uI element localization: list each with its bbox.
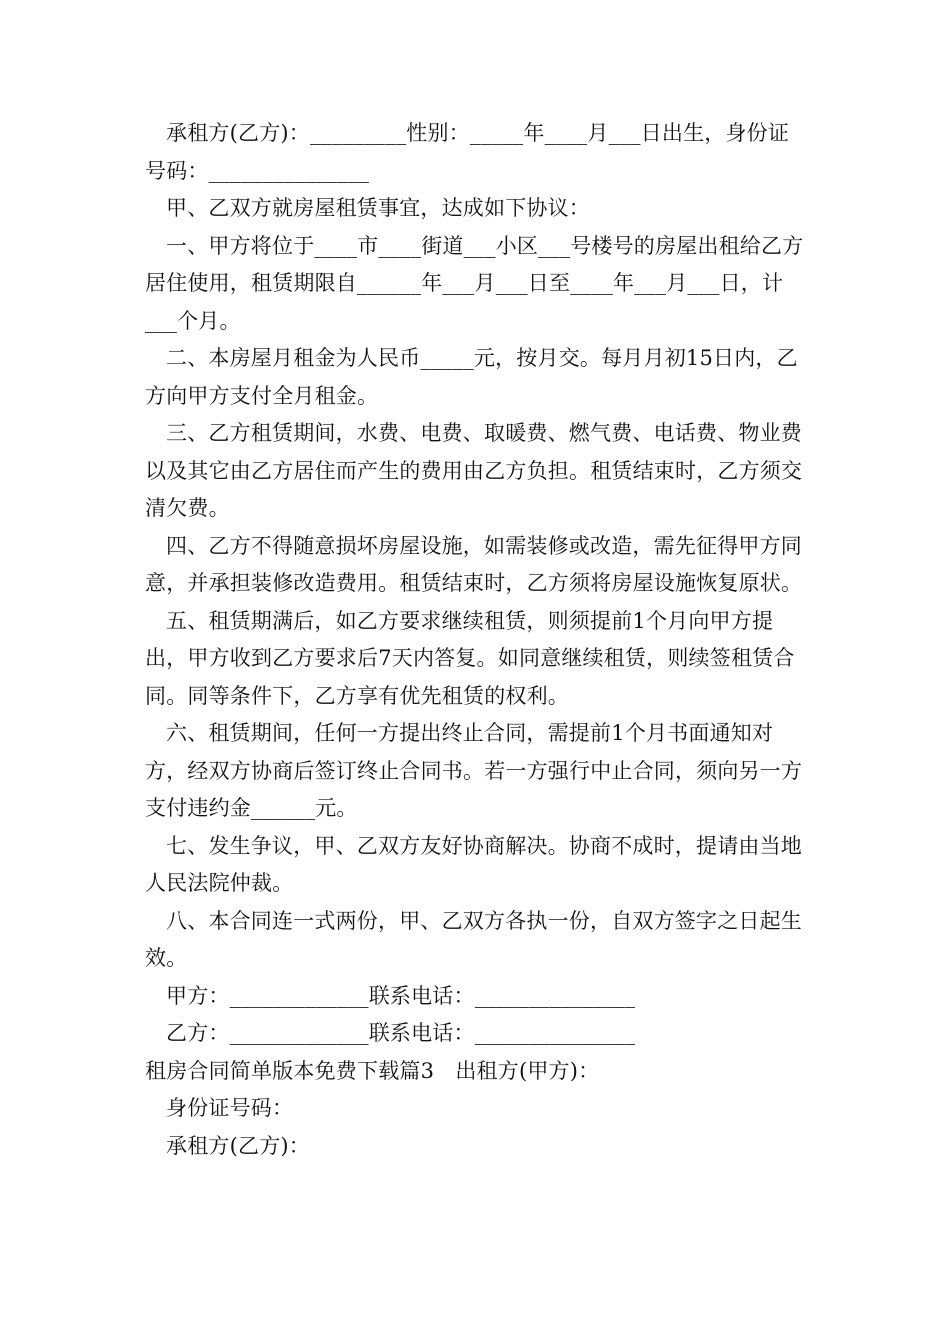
lessee-info-paragraph: 承租方(乙方)：_________性别：_____年____月___日出生，身份证号码：_______________ <box>145 121 790 183</box>
lessee-line: 承租方(乙方)： <box>166 1133 310 1158</box>
clause-6-paragraph: 六、租赁期间，任何一方提出终止合同，需提前1个月书面通知对方，经双方协商后签订终止合同书。若一方强行中止合同，须向另一方支付违约金______元。 <box>145 721 803 820</box>
clause-5-paragraph: 五、租赁期满后，如乙方要求继续租赁，则须提前1个月向甲方提出，甲方收到乙方要求后7天内答复。如同意继续租赁，则续签租赁合同。同等条件下，乙方享有优先租赁的权利。 <box>145 608 795 708</box>
clause-2-paragraph: 二、本房屋月租金为人民币_____元，按月交。每月月初15日内，乙方向甲方支付全月租金。 <box>145 346 798 408</box>
party-b-signature-line: 乙方：_____________联系电话：_______________ <box>166 1021 636 1045</box>
party-a-signature-line: 甲方：_____________联系电话：_______________ <box>166 983 636 1008</box>
section-3-heading: 租房合同简单版本免费下载篇3 出租方(甲方)： <box>145 1058 600 1083</box>
clause-7-paragraph: 七、发生争议，甲、乙双方友好协商解决。协商不成时，提请由当地人民法院仲裁。 <box>145 833 802 895</box>
agreement-intro-paragraph: 甲、乙双方就房屋租赁事宜，达成如下协议： <box>166 196 590 220</box>
clause-4-paragraph: 四、乙方不得随意损坏房屋设施，如需装修或改造，需先征得甲方同意，并承担装修改造费用。租赁结束时，乙方须将房屋设施恢复原状。 <box>145 533 803 595</box>
clause-3-paragraph: 三、乙方租赁期间，水费、电费、取暖费、燃气费、电话费、物业费以及其它由乙方居住而产生的费用由乙方负担。租赁结束时，乙方须交清欠费。 <box>145 421 803 520</box>
document-body <box>145 115 810 1165</box>
clause-1-paragraph: 一、甲方将位于____市____街道___小区___号楼号的房屋出租给乙方居住使用，租赁期限自______年___月___日至____年___月___日，计___个月。 <box>145 233 804 333</box>
id-number-line: 身份证号码： <box>166 1096 294 1120</box>
clause-8-paragraph: 八、本合同连一式两份，甲、乙双方各执一份，自双方签字之日起生效。 <box>145 908 802 970</box>
